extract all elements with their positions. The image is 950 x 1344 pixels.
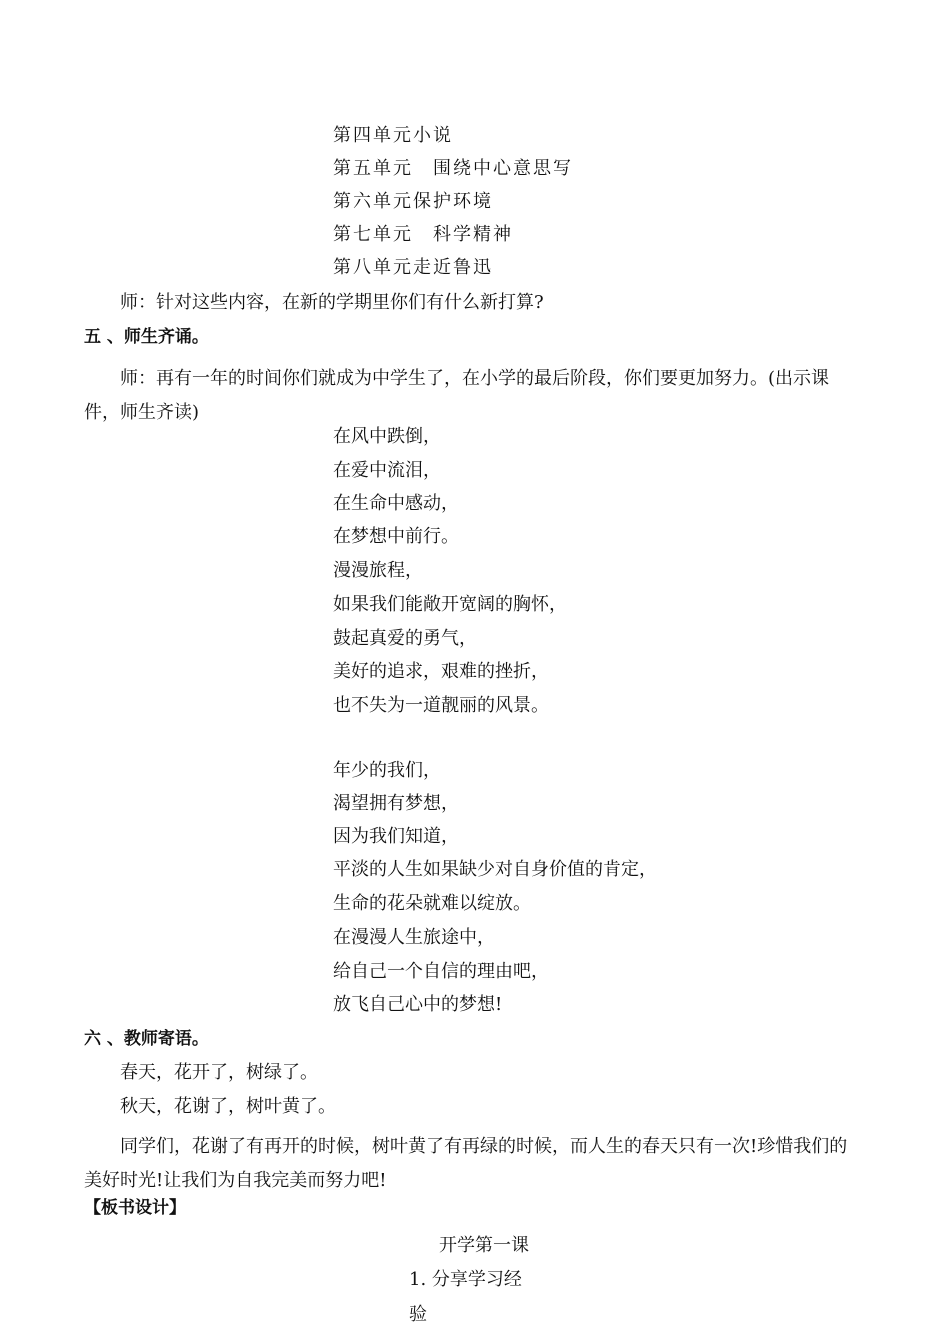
poem-line: 如果我们能敞开宽阔的胸怀， [333,594,567,615]
poem-line: 因为我们知道， [333,826,459,847]
board-design-heading: 【板书设计】 [84,1198,186,1218]
board-item-continuation: 验 [409,1304,427,1325]
poem-line: 给自己一个自信的理由吧， [333,961,549,982]
unit-item: 第六单元保护环境 [333,191,493,212]
poem-line: 在梦想中前行。 [333,526,459,547]
message-line: 秋天，花谢了，树叶黄了。 [120,1096,336,1117]
poem-line: 年少的我们， [333,760,441,781]
poem-line: 鼓起真爱的勇气， [333,628,477,649]
poem-line: 放飞自己心中的梦想! [333,994,503,1015]
unit-item: 第五单元 围绕中心意思写 [333,158,573,179]
teacher-question: 师：针对这些内容，在新的学期里你们有什么新打算? [120,292,544,313]
poem-line: 在爱中流泪， [333,460,441,481]
message-line: 春天，花开了，树绿了。 [120,1062,318,1083]
unit-item: 第八单元走近鲁迅 [333,257,493,278]
message-paragraph: 同学们，花谢了有再开的时候，树叶黄了有再绿的时候，而人生的春天只有一次!珍惜我们的美好时光!让我们为自我完美而努力吧! [84,1136,848,1191]
poem-line: 生命的花朵就难以绽放。 [333,893,531,914]
unit-item: 第七单元 科学精神 [333,224,513,245]
poem-line: 在风中跌倒， [333,426,441,447]
poem-line: 也不失为一道靓丽的风景。 [333,695,549,716]
poem-line: 渴望拥有梦想， [333,793,459,814]
poem-line: 美好的追求，艰难的挫折， [333,661,549,682]
poem-line: 在生命中感动， [333,493,459,514]
poem-line: 在漫漫人生旅途中， [333,927,495,948]
poem-line: 平淡的人生如果缺少对自身价值的肯定， [333,859,657,880]
section-heading-6: 六 、教师寄语。 [84,1029,209,1049]
board-item: 1. 分享学习经 [409,1269,522,1290]
poem-line: 漫漫旅程， [333,560,423,581]
section-heading-5: 五 、师生齐诵。 [84,327,209,347]
board-title: 开学第一课 [439,1235,529,1256]
unit-item: 第四单元小说 [333,125,453,146]
teacher-intro: 师：再有一年的时间你们就成为中学生了，在小学的最后阶段，你们要更加努力。(出示课件，师生齐读) [84,368,830,423]
